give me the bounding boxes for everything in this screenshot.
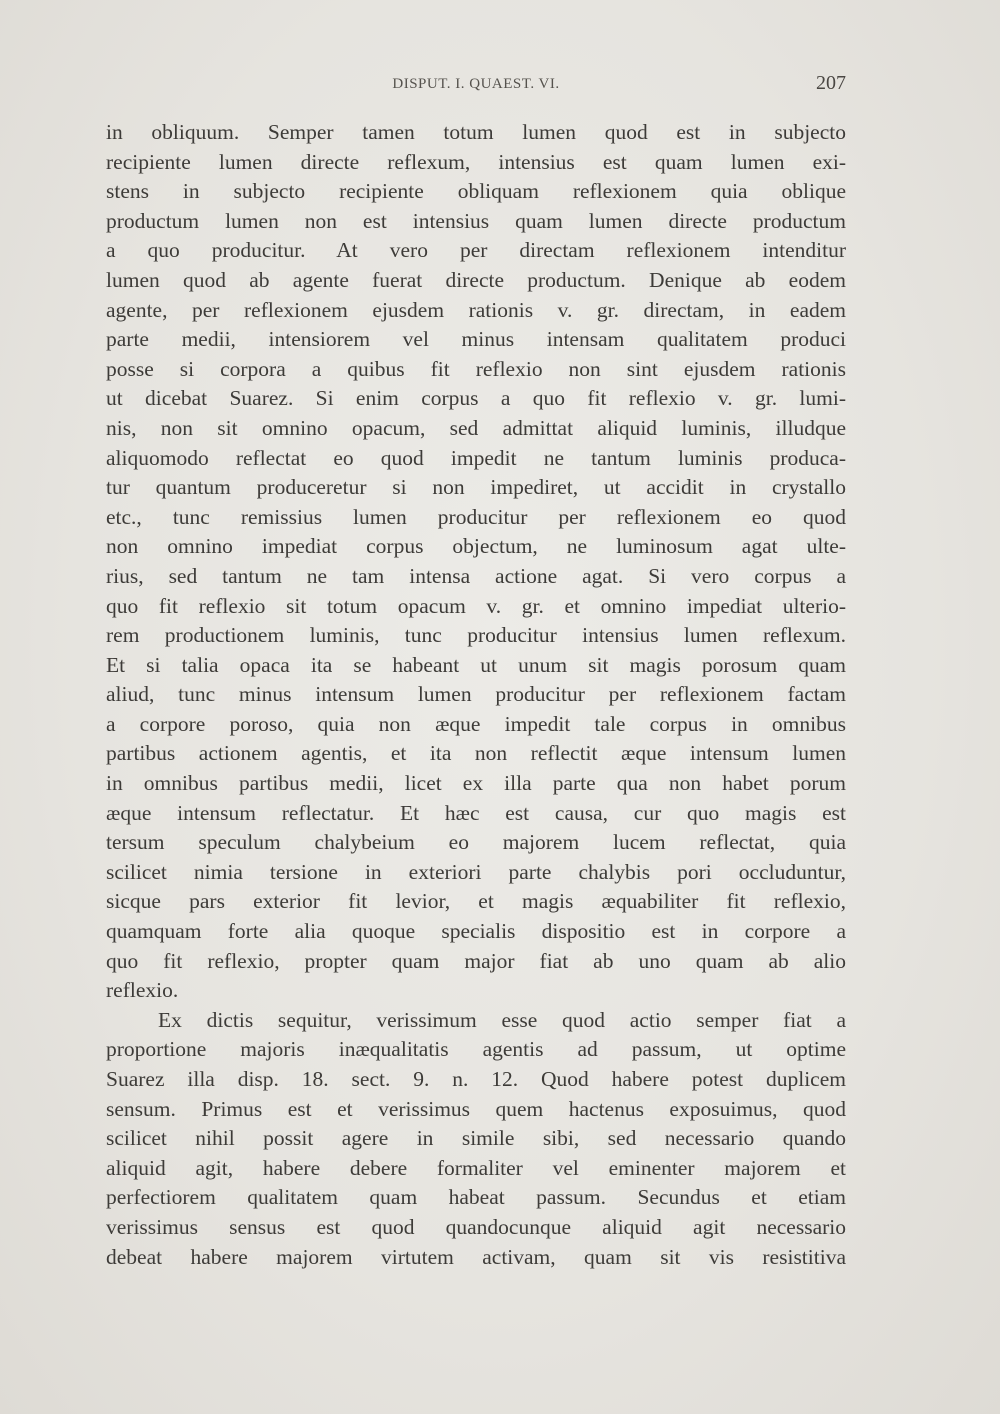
text-line: lumen quod ab agente fuerat directe productum. Denique ab eodem xyxy=(106,267,846,292)
text-line: parte medii, intensiorem vel minus intensam qualitatem produci xyxy=(106,327,846,352)
text-line: etc., tunc remissius lumen producitur per reflexionem eo quod xyxy=(106,504,846,529)
text-line: perfectiorem qualitatem quam habeat passum. Secundus et etiam xyxy=(106,1185,846,1210)
text-line: recipiente lumen directe reflexum, intensius est quam lumen exi- xyxy=(106,149,846,174)
text-line: rius, sed tantum ne tam intensa actione agat. Si vero corpus a xyxy=(106,563,846,588)
text-line: non omnino impediat corpus objectum, ne luminosum agat ulte- xyxy=(106,534,846,559)
running-head xyxy=(106,70,846,100)
body-text xyxy=(106,118,846,1272)
text-line: a corpore poroso, quia non æque impedit tale corpus in omnibus xyxy=(106,711,846,736)
text-line: aliud, tunc minus intensum lumen producitur per reflexionem factam xyxy=(106,682,846,707)
text-line: scilicet nihil possit agere in simile sibi, sed necessario quando xyxy=(106,1126,846,1151)
text-line: sicque pars exterior fit levior, et magis æquabiliter fit reflexio, xyxy=(106,889,846,914)
text-line: ut dicebat Suarez. Si enim corpus a quo fit reflexio v. gr. lumi- xyxy=(106,386,846,411)
text-line: quo fit reflexio, propter quam major fiat ab uno quam ab alio xyxy=(106,948,846,973)
running-title: DISPUT. I. QUAEST. VI. xyxy=(392,76,560,92)
text-line: stens in subjecto recipiente obliquam reflexionem quia oblique xyxy=(106,179,846,204)
text-line: Ex dictis sequitur, verissimum esse quod actio semper fiat a xyxy=(158,1007,846,1032)
text-line: agente, per reflexionem ejusdem rationis v. gr. directam, in eadem xyxy=(106,297,846,322)
text-line: tersum speculum chalybeium eo majorem lucem reflectat, quia xyxy=(106,830,846,855)
text-line: Suarez illa disp. 18. sect. 9. n. 12. Quod habere potest duplicem xyxy=(106,1067,846,1091)
text-line: in obliquum. Semper tamen totum lumen quod est in subjecto xyxy=(106,120,846,144)
text-line: debeat habere majorem virtutem activam, quam sit vis resistitiva xyxy=(106,1244,846,1269)
text-line: partibus actionem agentis, et ita non reflectit æque intensum lumen xyxy=(106,741,846,766)
page-number: 207 xyxy=(816,72,846,94)
text-line: productum lumen non est intensius quam lumen directe productum xyxy=(106,208,846,233)
text-line: scilicet nimia tersione in exteriori parte chalybis pori occluduntur, xyxy=(106,859,846,884)
text-line: a quo producitur. At vero per directam reflexionem intenditur xyxy=(106,238,846,263)
text-line: proportione majoris inæqualitatis agentis ad passum, ut optime xyxy=(106,1037,846,1062)
text-line: aliquid agit, habere debere formaliter vel eminenter majorem et xyxy=(106,1155,846,1180)
text-line: in omnibus partibus medii, licet ex illa parte qua non habet porum xyxy=(106,771,846,796)
text-line: posse si corpora a quibus fit reflexio non sint ejusdem rationis xyxy=(106,356,846,381)
text-line: aliquomodo reflectat eo quod impedit ne tantum luminis produca- xyxy=(106,445,846,470)
text-line: reflexio. xyxy=(106,978,179,1003)
text-line: Et si talia opaca ita se habeant ut unum sit magis porosum quam xyxy=(106,652,846,677)
text-line: quamquam forte alia quoque specialis dispositio est in corpore a xyxy=(106,919,846,944)
text-line: tur quantum produceretur si non impediret, ut accidit in crystallo xyxy=(106,475,846,500)
text-line: nis, non sit omnino opacum, sed admittat aliquid luminis, illudque xyxy=(106,415,846,440)
text-line: æque intensum reflectatur. Et hæc est causa, cur quo magis est xyxy=(106,800,846,825)
text-line: quo fit reflexio sit totum opacum v. gr. et omnino impediat ulterio- xyxy=(106,593,846,618)
text-line: rem productionem luminis, tunc producitur intensius lumen reflexum. xyxy=(106,623,846,648)
text-line: verissimus sensus est quod quandocunque aliquid agit necessario xyxy=(106,1214,846,1239)
text-line: sensum. Primus est et verissimus quem hactenus exposuimus, quod xyxy=(106,1096,846,1121)
